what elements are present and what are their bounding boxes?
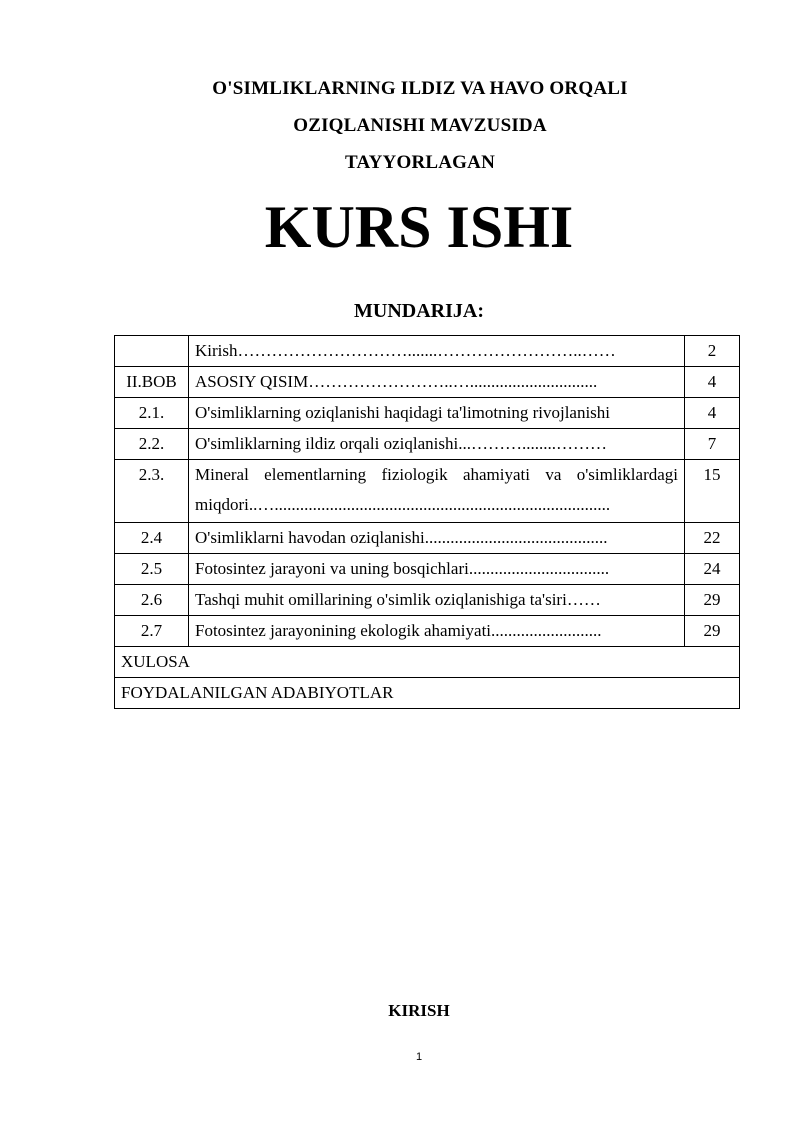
toc-row <box>115 367 740 398</box>
toc-row-title: O'simliklarni havodan oziqlanishi........................................... <box>189 523 685 554</box>
toc-row-title: ASOSIY QISIM……………………..….............................. <box>189 367 685 398</box>
toc-row <box>115 554 740 585</box>
section-heading-kirish: KIRISH <box>388 1001 450 1020</box>
table-of-contents <box>114 335 740 709</box>
toc-row-xulosa <box>115 647 740 678</box>
toc-row-page: 24 <box>685 554 740 585</box>
toc-row <box>115 585 740 616</box>
toc-row-page: 29 <box>685 616 740 647</box>
toc-row-title: Fotosintez jarayoni va uning bosqichlari................................. <box>189 554 685 585</box>
toc-row-adabiyotlar <box>115 678 740 709</box>
title-line-1: O'SIMLIKLARNING ILDIZ VA HAVO ORQALI <box>212 78 628 99</box>
toc-row-page: 15 <box>685 460 740 523</box>
toc-row <box>115 398 740 429</box>
toc-row-number: 2.7 <box>115 616 189 647</box>
toc-row <box>115 616 740 647</box>
title-line-3: TAYYORLAGAN <box>345 152 495 173</box>
toc-heading: MUNDARIJA: <box>354 300 484 322</box>
toc-row-page: 4 <box>685 367 740 398</box>
toc-row-title: O'simliklarning ildiz orqali oziqlanishi...………........……… <box>189 429 685 460</box>
toc-row <box>115 336 740 367</box>
title-line-2: OZIQLANISHI MAVZUSIDA <box>293 115 547 136</box>
toc-row-page: 4 <box>685 398 740 429</box>
toc-row-number: 2.6 <box>115 585 189 616</box>
toc-row-title: Mineral elementlarning fiziologik ahamiyati va o'simliklardagi miqdori..…............................................................................... <box>189 460 685 523</box>
toc-row-number: 2.1. <box>115 398 189 429</box>
toc-row-title: Kirish………………………….......……………………..…… <box>189 336 685 367</box>
toc-row-page: 2 <box>685 336 740 367</box>
toc-row-page: 22 <box>685 523 740 554</box>
toc-row-page: 29 <box>685 585 740 616</box>
toc-row-number: II.BOB <box>115 367 189 398</box>
toc-row <box>115 460 740 523</box>
toc-row-page: 7 <box>685 429 740 460</box>
toc-row-number: 2.4 <box>115 523 189 554</box>
toc-adabiyotlar: FOYDALANILGAN ADABIYOTLAR <box>115 678 740 709</box>
toc-row-number <box>115 336 189 367</box>
toc-row-title: Tashqi muhit omillarining o'simlik oziqlanishiga ta'siri…… <box>189 585 685 616</box>
page-number: 1 <box>415 1051 423 1063</box>
toc-xulosa: XULOSA <box>115 647 740 678</box>
toc-row-title: Fotosintez jarayonining ekologik ahamiyati.......................... <box>189 616 685 647</box>
toc-row <box>115 523 740 554</box>
main-title: KURS ISHI <box>264 194 574 260</box>
toc-row-title: O'simliklarning oziqlanishi haqidagi ta'limotning rivojlanishi <box>189 398 685 429</box>
toc-row <box>115 429 740 460</box>
toc-row-number: 2.2. <box>115 429 189 460</box>
toc-row-number: 2.5 <box>115 554 189 585</box>
toc-row-number: 2.3. <box>115 460 189 523</box>
